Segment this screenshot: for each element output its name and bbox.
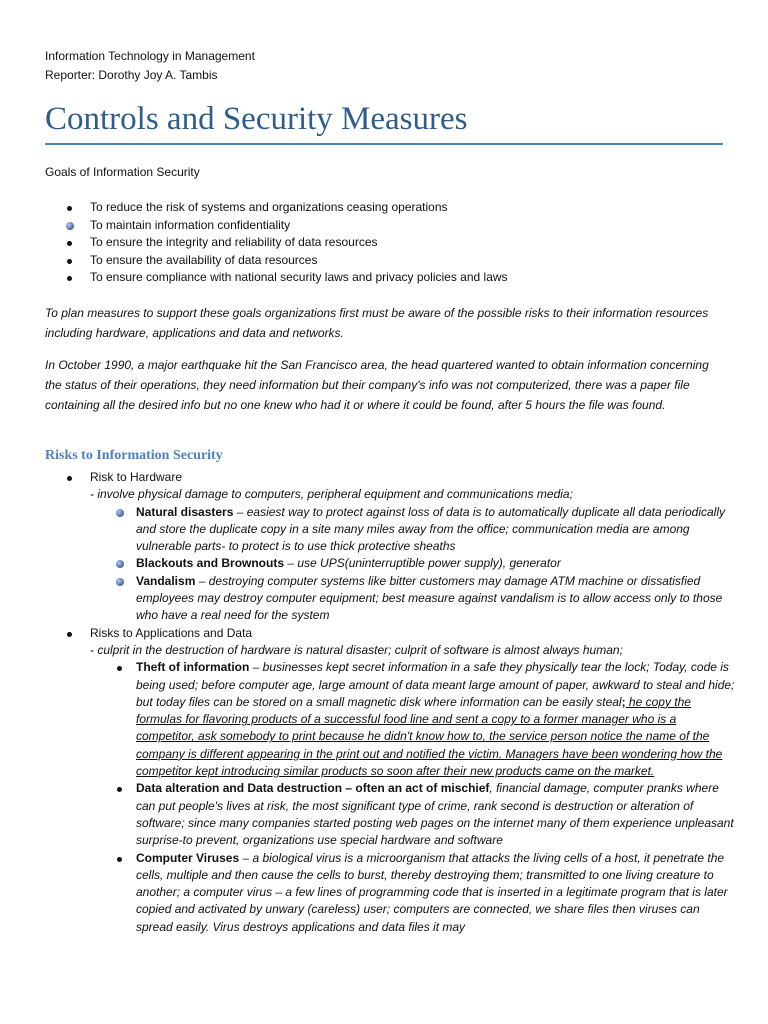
round-bullet-icon [66,222,74,230]
goals-heading: Goals of Information Security [45,165,200,179]
hardware-risk-item [45,469,735,486]
list-item: To ensure compliance with national security laws and privacy policies and laws [45,269,725,287]
bullet-icon [67,276,72,281]
theft-example-text: he copy the formulas for flavoring products of a successful food line and sent a copy to a former manager who is a competitor, ask somebody to print because he didn't know how to, the service person notice the name of the company is different appearing in the print out and notified the victim. Managers have been wondering how the competitor kept introducing similar products so soon after their new products came on the market. [136,694,723,779]
risk-text: businesses kept secret information in a safe they physically tear the lock; Today, code is being used; before computer age, large amount of data meant large amount of paper, awkward to steal and hide; but today files can be stored on a small magnetic disk where information can be easily steal [136,660,735,709]
plan-paragraph: To plan measures to support these goals organizations first must be aware of the possible risks to their information resources including hardware, applications and data and networks. [45,306,709,340]
hardware-risk-title: Risk to Hardware [90,470,183,484]
risk-term: Computer Viruses [136,850,240,865]
round-bullet-icon [116,509,124,517]
list-item: Data alteration and Data destruction – often an act of mischief, financial damage, computer pranks where can put people's lives at risk, the most significant type of crime, rank second is destruction or alteration of software; since many companies started posting web pages on the internet many of them experience unpleasant surprise-to prevent, organizations use special hardware and software [45,780,735,849]
risks-heading: Risks to Information Security [45,448,223,463]
applications-risk-desc: - culprit in the destruction of hardware is natural disaster; culprit of software is almost always human; [90,642,623,657]
risk-term: Blackouts and Brownouts [136,556,285,571]
list-item: Blackouts and Brownouts – use UPS(uninterruptible power supply), generator [45,555,735,572]
risk-term: Natural disasters [136,504,234,519]
list-item: Computer Viruses – a biological virus is a microorganism that attacks the living cells of a host, it penetrate the cells, multiple and then cause the cells to burst, thereby destroying them; transmitted to one living creature to another; a computer virus – a few lines of programming code that is inserted in a legitimate program that is later copied and activated by unwary (careless) user; computers are connected, we share files then viruses can spread easily. Virus destroys applications and data files it may [45,850,735,936]
risk-text: easiest way to protect against loss of data is to automatically duplicate all data periodically and store the duplicate copy in a site many miles away from the office; communication media are among vulnerable parts- to protect is to use thick protective sheaths [136,504,725,554]
bullet-icon [67,241,72,246]
risk-term: Theft of information [136,660,250,675]
round-bullet-icon [116,578,124,586]
list-item: To ensure the availability of data resources [45,252,725,270]
bullet-icon [117,666,122,671]
risk-term: Vandalism [136,573,196,588]
bullet-icon [117,787,122,792]
list-item: Natural disasters – easiest way to protect against loss of data is to automatically duplicate all data periodically and store the duplicate copy in a site many miles away from the office; communication media are among vulnerable parts- to protect is to use thick protective sheaths [45,504,735,556]
earthquake-paragraph: In October 1990, a major earthquake hit the San Francisco area, the head quartered wanted to obtain information concerning the status of their operations, they need information but their company's info was not computerized, there was a paper file containing all the desired info but no one knew who had it or where it could be found, after 5 hours the file was found. [45,358,709,412]
risk-text: use UPS(uninterruptible power supply), generator [297,556,561,571]
document-header [45,47,255,85]
hardware-risk-desc: - involve physical damage to computers, peripheral equipment and communications media; [90,487,573,502]
title-underline [45,143,723,145]
list-item: To reduce the risk of systems and organizations ceasing operations [45,199,725,217]
course-title: Information Technology in Management [45,49,255,63]
bullet-icon [67,632,72,637]
applications-risk-title: Risks to Applications and Data [90,625,253,640]
bullet-icon [67,259,72,264]
goals-list [45,199,725,287]
list-item: Theft of information – businesses kept secret information in a safe they physically tear the lock; Today, code is being used; before computer age, large amount of data meant large amount of paper, awkward to steal and hide; but today files can be stored on a small magnetic disk where information can be easily steal; he copy the formulas for flavoring products of a successful food line and sent a copy to a former manager who is a competitor, ask somebody to print because he didn't know how to, the service person notice the name of the company is different appearing in the print out and notified the victim. Managers have been wondering how the competitor kept introducing similar products so soon after their new products came on the market. [45,659,735,780]
list-item: Vandalism – destroying computer systems like bitter customers may damage ATM machine or dissatisfied employees may destroy computer equipment; best measure against vandalism is to allow access only to those who have a real need for the system [45,573,735,625]
risk-text: a biological virus is a microorganism that attacks the living cells of a host, it penetrate the cells, multiple and then cause the cells to burst, thereby destroying them; transmitted to one living creature to another; a computer virus – a few lines of programming code that is inserted in a legitimate program that is later copied and activated by unwary (careless) user; computers are connected, we share files then viruses can spread easily. Virus destroys applications and data files it may [136,850,728,934]
bullet-icon [117,857,122,862]
list-item: To ensure the integrity and reliability of data resources [45,234,725,252]
list-item: To maintain information confidentiality [45,217,725,235]
applications-risk-item [45,625,735,642]
round-bullet-icon [116,560,124,568]
risk-text: financial damage, computer pranks where can put people's lives at risk, the most significant type of crime, rank second is destruction or alteration of software; since many companies started posting web pages on the internet many of them experience unpleasant surprise-to prevent, organizations use special hardware and software [136,781,734,848]
reporter-name: Reporter: Dorothy Joy A. Tambis [45,68,218,82]
risks-section [45,469,735,936]
bullet-icon [67,476,72,481]
page-title: Controls and Security Measures [45,101,468,137]
bullet-icon [67,206,72,211]
risk-text: destroying computer systems like bitter customers may damage ATM machine or dissatisfied employees may destroy computer equipment; best measure against vandalism is to allow access only to those who have a real need for the system [136,573,723,623]
risk-term: Data alteration and Data destruction – often an act of mischief [136,781,490,796]
